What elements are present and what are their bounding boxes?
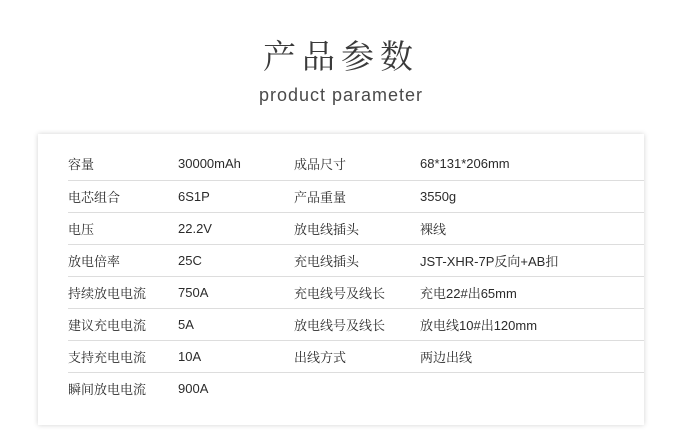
spec-value-secondary: JST-XHR-7P反向+AB扣 <box>420 244 644 276</box>
page-title-en: product parameter <box>258 85 424 106</box>
spec-label: 放电倍率 <box>68 244 178 276</box>
spec-label: 容量 <box>68 148 178 180</box>
row-indent <box>38 148 68 180</box>
spec-label-secondary: 充电线号及线长 <box>294 276 420 308</box>
spec-label: 支持充电电流 <box>68 340 178 372</box>
spec-value-secondary <box>420 372 644 404</box>
spec-value-secondary: 放电线10#出120mm <box>420 308 644 340</box>
spec-value: 22.2V <box>178 212 294 244</box>
row-indent <box>38 212 68 244</box>
spec-label: 电芯组合 <box>68 180 178 212</box>
spec-label: 建议充电电流 <box>68 308 178 340</box>
spec-table-body <box>38 148 644 404</box>
row-indent <box>38 340 68 372</box>
table-row <box>38 212 644 244</box>
row-indent <box>38 372 68 404</box>
spec-value: 25C <box>178 244 294 276</box>
spec-label-secondary: 放电线号及线长 <box>294 308 420 340</box>
spec-value-secondary: 两边出线 <box>420 340 644 372</box>
table-row <box>38 244 644 276</box>
spec-value-secondary: 3550g <box>420 180 644 212</box>
row-indent <box>38 180 68 212</box>
spec-value: 900A <box>178 380 209 396</box>
page-header <box>0 0 682 106</box>
spec-value-secondary: 裸线 <box>420 212 644 244</box>
row-indent <box>38 308 68 340</box>
table-row <box>38 276 644 308</box>
spec-label-secondary: 产品重量 <box>294 180 420 212</box>
spec-value: 6S1P <box>178 180 294 212</box>
spec-label: 瞬间放电电流 <box>68 381 147 397</box>
spec-value: 750A <box>178 276 294 308</box>
spec-label-secondary <box>294 372 420 404</box>
table-row <box>38 340 644 372</box>
row-indent <box>38 244 68 276</box>
spec-label-secondary: 放电线插头 <box>294 212 420 244</box>
row-indent <box>38 276 68 308</box>
spec-label: 电压 <box>68 212 178 244</box>
spec-label: 持续放电电流 <box>68 276 178 308</box>
page-title-cn: 产品参数 <box>263 38 419 75</box>
table-row <box>38 308 644 340</box>
spec-value-secondary: 充电22#出65mm <box>420 276 644 308</box>
spec-label-secondary: 充电线插头 <box>294 244 420 276</box>
spec-value: 30000mAh <box>178 148 294 180</box>
table-row <box>38 372 644 404</box>
spec-table-card <box>38 134 644 425</box>
spec-value: 10A <box>178 340 294 372</box>
spec-table <box>38 148 644 404</box>
spec-value: 5A <box>178 308 294 340</box>
spec-value-secondary: 68*131*206mm <box>420 148 644 180</box>
table-row <box>38 148 644 180</box>
spec-label-secondary: 出线方式 <box>294 340 420 372</box>
table-row <box>38 180 644 212</box>
spec-label-secondary: 成品尺寸 <box>294 148 420 180</box>
